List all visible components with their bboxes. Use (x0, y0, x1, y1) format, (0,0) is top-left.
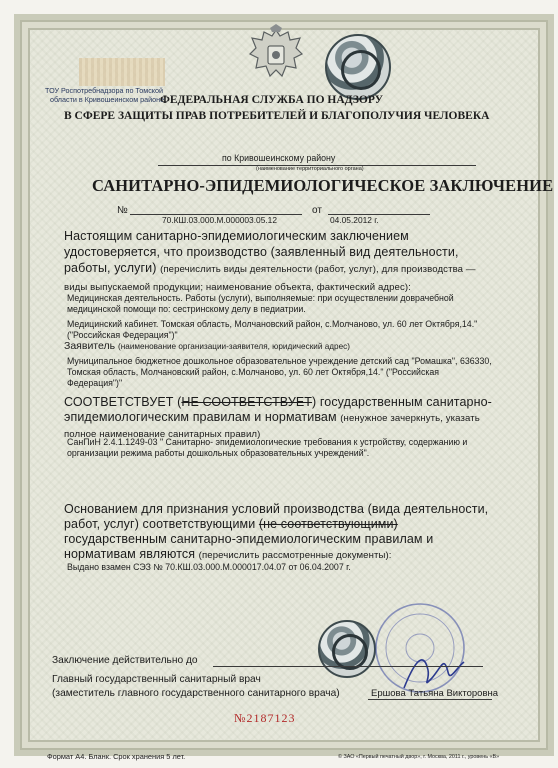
coat-of-arms-icon (244, 24, 308, 88)
agency-line1: ФЕДЕРАЛЬНАЯ СЛУЖБА ПО НАДЗОРУ (160, 94, 384, 106)
signer-line1: Главный государственный санитарный врач (52, 674, 261, 685)
applicant-label: Заявитель (64, 340, 116, 352)
stamp-strip (79, 58, 165, 86)
basis-text1: Основанием для признания условий производства (вида деятельности, работ, услуг) соответствующими (64, 502, 489, 531)
compliance-rules: СанПиН 2.4.1.1249-03 " Санитарно- эпидемиологические требования к устройству, содержанию и организации режима работы дошкольных образовательных учреждений". (67, 437, 468, 458)
applicant-label-row (64, 340, 350, 352)
compliance-paren-close: ) (312, 395, 317, 409)
hologram-seal-bottom-icon (318, 620, 376, 678)
footer-left: Формат А4. Бланк. Срок хранения 5 лет. (47, 752, 186, 761)
compliance-paren-open: ( (177, 395, 182, 409)
compliance-word2: НЕ СООТВЕТСТВУЕТ (181, 395, 313, 409)
agency-line2: В СФЕРЕ ЗАЩИТЫ ПРАВ ПОТРЕБИТЕЛЕЙ И БЛАГОПОЛУЧИЯ ЧЕЛОВЕКА (64, 110, 490, 122)
document-title: САНИТАРНО-ЭПИДЕМИОЛОГИЧЕСКОЕ ЗАКЛЮЧЕНИЕ (92, 176, 554, 195)
activity-text: Медицинская деятельность. Работы (услуги), выполняемые: при осуществлении доврачебной медицинской помощи по: сестринскому делу в педиатрии. (67, 293, 454, 314)
number-label: № (117, 205, 128, 216)
signer-name: Ершова Татьяна Викторовна (371, 688, 499, 699)
hologram-seal-icon (325, 34, 391, 100)
footer-right: © ЗАО «Первый печатный двор», г. Москва, 2011 г., уровень «В» (338, 754, 500, 760)
applicant-note: (наименование организации-заявителя, юридический адрес) (118, 342, 350, 351)
territory: по Кривошеинскому району (222, 153, 336, 163)
certificate-number: 70.КШ.03.000.М.000003.05.12 (162, 215, 278, 225)
compliance-word1: СООТВЕТСТВУЕТ (64, 395, 174, 409)
certificate-date: 04.05.2012 г. (330, 215, 379, 225)
territory-caption: (наименование территориального органа) (256, 166, 364, 172)
intro-paragraph (64, 228, 494, 296)
compliance-paragraph (64, 395, 494, 442)
basis-text2: государственным санитарно-эпидемиологическим правилам и нормативам являются (64, 532, 434, 561)
signer-line2: (заместитель главного государственного санитарного врача) (52, 688, 340, 699)
compliance-rest: государственным санитарно-эпидемиологическим правилам и нормативам (64, 395, 492, 424)
object-text: Медицинский кабинет. Томская область, Молчановский район, с.Молчаново, ул. 60 лет Октября,14." ("Российская Федерация")" (67, 319, 478, 340)
basis-struck: (не соответствующими) (258, 517, 398, 531)
tou-line2: области в Кривошеинском районе (50, 95, 165, 104)
basis-docs: Выдано взамен СЭЗ № 70.КШ.03.000.М.000017.04.07 от 06.04.2007 г. (67, 562, 351, 572)
serial-number: №2187123 (234, 711, 296, 725)
basis-paragraph (64, 502, 494, 563)
compliance-note: (ненужное зачеркнуть, указать полное наименование санитарных правил) (64, 413, 480, 440)
validity-rule (213, 666, 483, 667)
validity-label: Заключение действительно до (52, 655, 198, 666)
basis-note: (перечислить рассмотренные документы): (198, 550, 392, 561)
tou-line1: ТОУ Роспотребнадзора по Томской (45, 86, 164, 95)
signer-rule (368, 699, 492, 700)
applicant-text: Муниципальное бюджетное дошкольное образовательное учреждение детский сад "Ромашка", 636330, Томская область, Молчановский район, с.Молчаново, ул. 60 лет Октября,14." ("Российская Федерация")" (67, 356, 492, 388)
intro-text: Настоящим санитарно-эпидемиологическим заключением удостоверяется, что производство (заявленный вид деятельности, работы, услуги) (64, 229, 459, 275)
date-label: от (312, 205, 322, 216)
intro-note: (перечислить виды деятельности (работ, услуг), для производства — виды выпускаемой продукции; наименование объекта, фактический адрес): (64, 264, 476, 293)
